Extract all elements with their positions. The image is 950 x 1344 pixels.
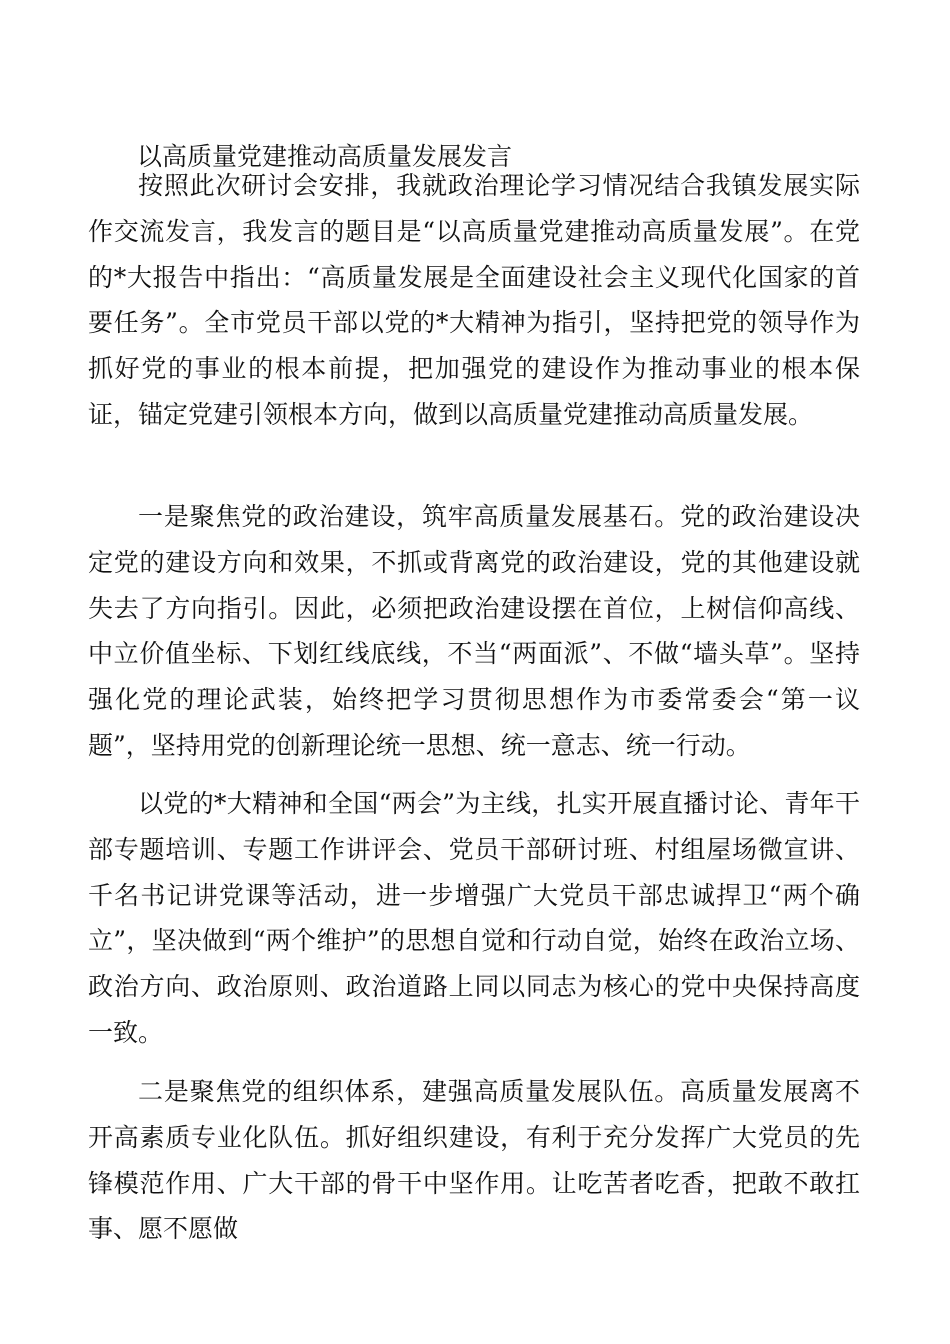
paragraph-organization-system: 二是聚焦党的组织体系，建强高质量发展队伍。高质量发展离不开高素质专业化队伍。抓好组织建设，有利于充分发挥广大党员的先锋模范作用、广大干部的骨干中坚作用。让吃苦者吃香，把敢不敢扛事、愿不愿做	[88, 1077, 860, 1244]
paragraph-intro: 按照此次研讨会安排，我就政治理论学习情况结合我镇发展实际作交流发言，我发言的题目是“以高质量党建推动高质量发展”。在党的*大报告中指出：“高质量发展是全面建设社会主义现代化国家的首要任务”。全市党员干部以党的*大精神为指引，坚持把党的领导作为抓好党的事业的根本前提，把加强党的建设作为推动事业的根本保证，锚定党建引领根本方向，做到以高质量党建推动高质量发展。	[88, 171, 860, 429]
paragraph-theory-study: 以党的*大精神和全国“两会”为主线，扎实开展直播讨论、青年干部专题培训、专题工作讲评会、党员干部研讨班、村组屋场微宣讲、千名书记讲党课等活动，进一步增强广大党员干部忠诚捍卫“两个确立”，坚决做到“两个维护”的思想自觉和行动自觉，始终在政治立场、政治方向、政治原则、政治道路上同以同志为核心的党中央保持高度一致。	[88, 789, 860, 1047]
paragraph-political-building: 一是聚焦党的政治建设，筑牢高质量发展基石。党的政治建设决定党的建设方向和效果，不抓或背离党的政治建设，党的其他建设就失去了方向指引。因此，必须把政治建设摆在首位，上树信仰高线、中立价值坐标、下划红线底线，不当“两面派”、不做“墙头草”。坚持强化党的理论武装，始终把学习贯彻思想作为市委常委会“第一议题”，坚持用党的创新理论统一思想、统一意志、统一行动。	[88, 502, 860, 760]
document-title: 以高质量党建推动高质量发展发言	[137, 142, 513, 171]
